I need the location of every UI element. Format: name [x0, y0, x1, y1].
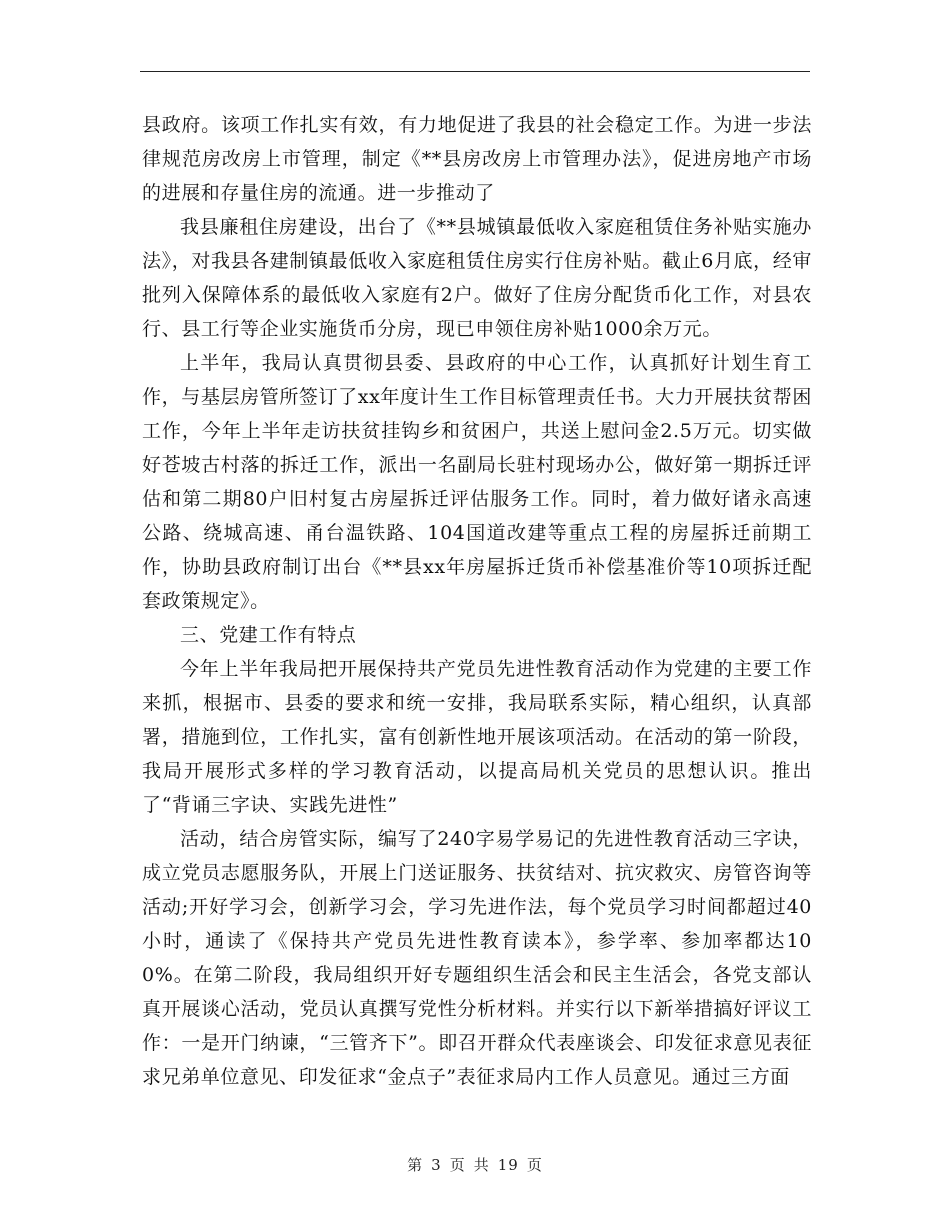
footer-suffix: 页 — [526, 1156, 543, 1174]
footer-prefix: 第 — [407, 1156, 424, 1174]
section-heading: 三、党建工作有特点 — [180, 624, 357, 646]
paragraph-4: 今年上半年我局把开展保持共产党员先进性教育活动作为党建的主要工作来抓，根据市、县委的要求和统一安排，我局联系实际，精心组织，认真部署，措施到位，工作扎实，富有创新性地开展该项活动。在活动的第一阶段，我局开展形式多样的学习教育活动，以提高局机关党员的思想认识。推出了“背诵三字诀、实践先进性” — [142, 658, 812, 816]
footer-total-pages: 19 — [497, 1156, 519, 1174]
document-body — [142, 108, 812, 1094]
footer-current-page: 3 — [431, 1156, 442, 1174]
paragraph-1: 县政府。该项工作扎实有效，有力地促进了我县的社会稳定工作。为进一步法律规范房改房上市管理，制定《**县房改房上市管理办法》，促进房地产市场的进展和存量住房的流通。进一步推动了 — [142, 114, 812, 204]
footer-page-word: 页 — [449, 1156, 466, 1174]
page-number-footer — [0, 1154, 950, 1175]
paragraph-3: 上半年，我局认真贯彻县委、县政府的中心工作，认真抓好计划生育工作，与基层房管所签订了xx年度计生工作目标管理责任书。大力开展扶贫帮困工作，今年上半年走访扶贫挂钩乡和贫困户，共送上慰问金2.5万元。切实做好苍坡古村落的拆迁工作，派出一名副局长驻村现场办公，做好第一期拆迁评估和第二期80户旧村复古房屋拆迁评估服务工作。同时，着力做好诸永高速公路、绕城高速、甬台温铁路、104国道改建等重点工程的房屋拆迁前期工作，协助县政府制订出台《**县xx年房屋拆迁货币补偿基准价等10项拆迁配套政策规定》。 — [142, 352, 812, 612]
footer-total-word: 共 — [473, 1156, 490, 1174]
header-rule — [140, 71, 810, 72]
paragraph-5: 活动，结合房管实际，编写了240字易学易记的先进性教育活动三字诀，成立党员志愿服务队，开展上门送证服务、扶贫结对、抗灾救灾、房管咨询等活动;开好学习会，创新学习会，学习先进作法，每个党员学习时间都超过40小时，通读了《保持共产党员先进性教育读本》，参学率、参加率都达100%。在第二阶段，我局组织开好专题组织生活会和民主生活会，各党支部认真开展谈心活动，党员认真撰写党性分析材料。并实行以下新举措搞好评议工作：一是开门纳谏，“三管齐下”。即召开群众代表座谈会、印发征求意见表征求兄弟单位意见、印发征求“金点子”表征求局内工作人员意见。通过三方面 — [142, 828, 812, 1088]
paragraph-2: 我县廉租住房建设，出台了《**县城镇最低收入家庭租赁住务补贴实施办法》，对我县各建制镇最低收入家庭租赁住房实行住房补贴。截止6月底，经审批列入保障体系的最低收入家庭有2户。做好了住房分配货币化工作，对县农行、县工行等企业实施货币分房，现已申领住房补贴1000余万元。 — [142, 216, 812, 340]
